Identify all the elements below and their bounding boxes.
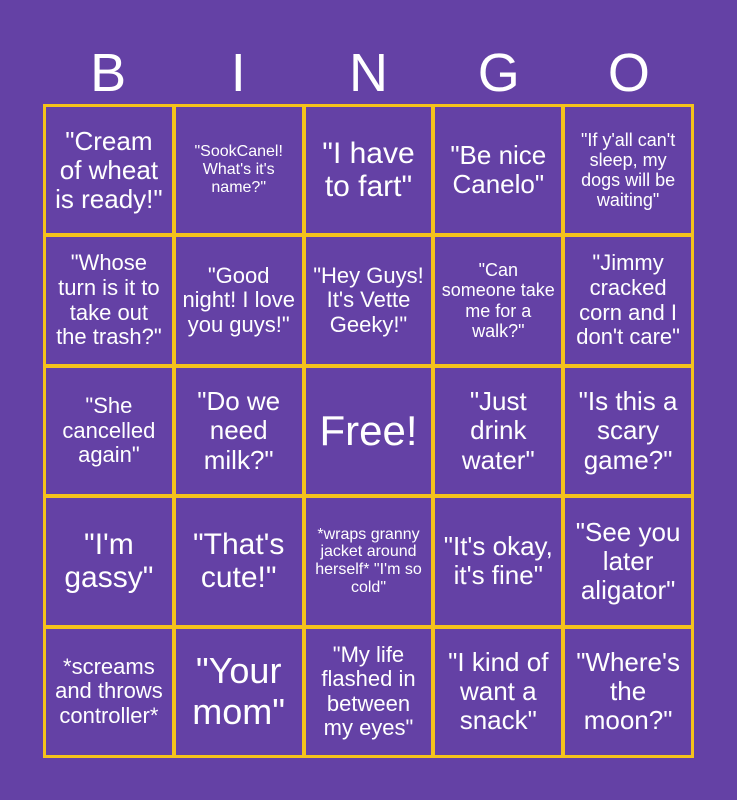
header-letter-n: N <box>348 43 388 103</box>
free-space-cell[interactable]: Free! <box>306 368 432 494</box>
bingo-cell[interactable]: "Jimmy cracked corn and I don't care" <box>565 237 691 363</box>
bingo-cell[interactable]: "That's cute!" <box>176 498 302 624</box>
bingo-cell[interactable]: "Hey Guys! It's Vette Geeky!" <box>306 237 432 363</box>
bingo-cell[interactable]: *screams and throws controller* <box>46 629 172 755</box>
bingo-cell[interactable]: "I have to fart" <box>306 107 432 233</box>
bingo-cell[interactable]: "It's okay, it's fine" <box>435 498 561 624</box>
bingo-cell[interactable]: *wraps granny jacket around herself* "I'm so cold" <box>306 498 432 624</box>
bingo-header <box>43 38 694 108</box>
bingo-cell[interactable]: "Cream of wheat is ready!" <box>46 107 172 233</box>
bingo-cell[interactable]: "If y'all can't sleep, my dogs will be waiting" <box>565 107 691 233</box>
header-letter-i: I <box>230 43 246 103</box>
bingo-cell[interactable]: "Just drink water" <box>435 368 561 494</box>
header-letter-b: B <box>90 43 127 103</box>
bingo-cell[interactable]: "I kind of want a snack" <box>435 629 561 755</box>
bingo-cell[interactable]: "My life flashed in between my eyes" <box>306 629 432 755</box>
bingo-cell[interactable]: "Whose turn is it to take out the trash?" <box>46 237 172 363</box>
header-letter-o: O <box>607 43 650 103</box>
bingo-cell[interactable]: "See you later aligator" <box>565 498 691 624</box>
bingo-cell[interactable]: "Be nice Canelo" <box>435 107 561 233</box>
bingo-board <box>43 104 694 758</box>
bingo-cell[interactable]: "Good night! I love you guys!" <box>176 237 302 363</box>
bingo-cell[interactable]: "Your mom" <box>176 629 302 755</box>
header-letter-g: G <box>477 43 520 103</box>
bingo-cell[interactable]: "I'm gassy" <box>46 498 172 624</box>
bingo-cell[interactable]: "Do we need milk?" <box>176 368 302 494</box>
bingo-cell[interactable]: "She cancelled again" <box>46 368 172 494</box>
bingo-cell[interactable]: "SookCanel! What's it's name?" <box>176 107 302 233</box>
bingo-cell[interactable]: "Where's the moon?" <box>565 629 691 755</box>
bingo-cell[interactable]: "Can someone take me for a walk?" <box>435 237 561 363</box>
bingo-cell[interactable]: "Is this a scary game?" <box>565 368 691 494</box>
